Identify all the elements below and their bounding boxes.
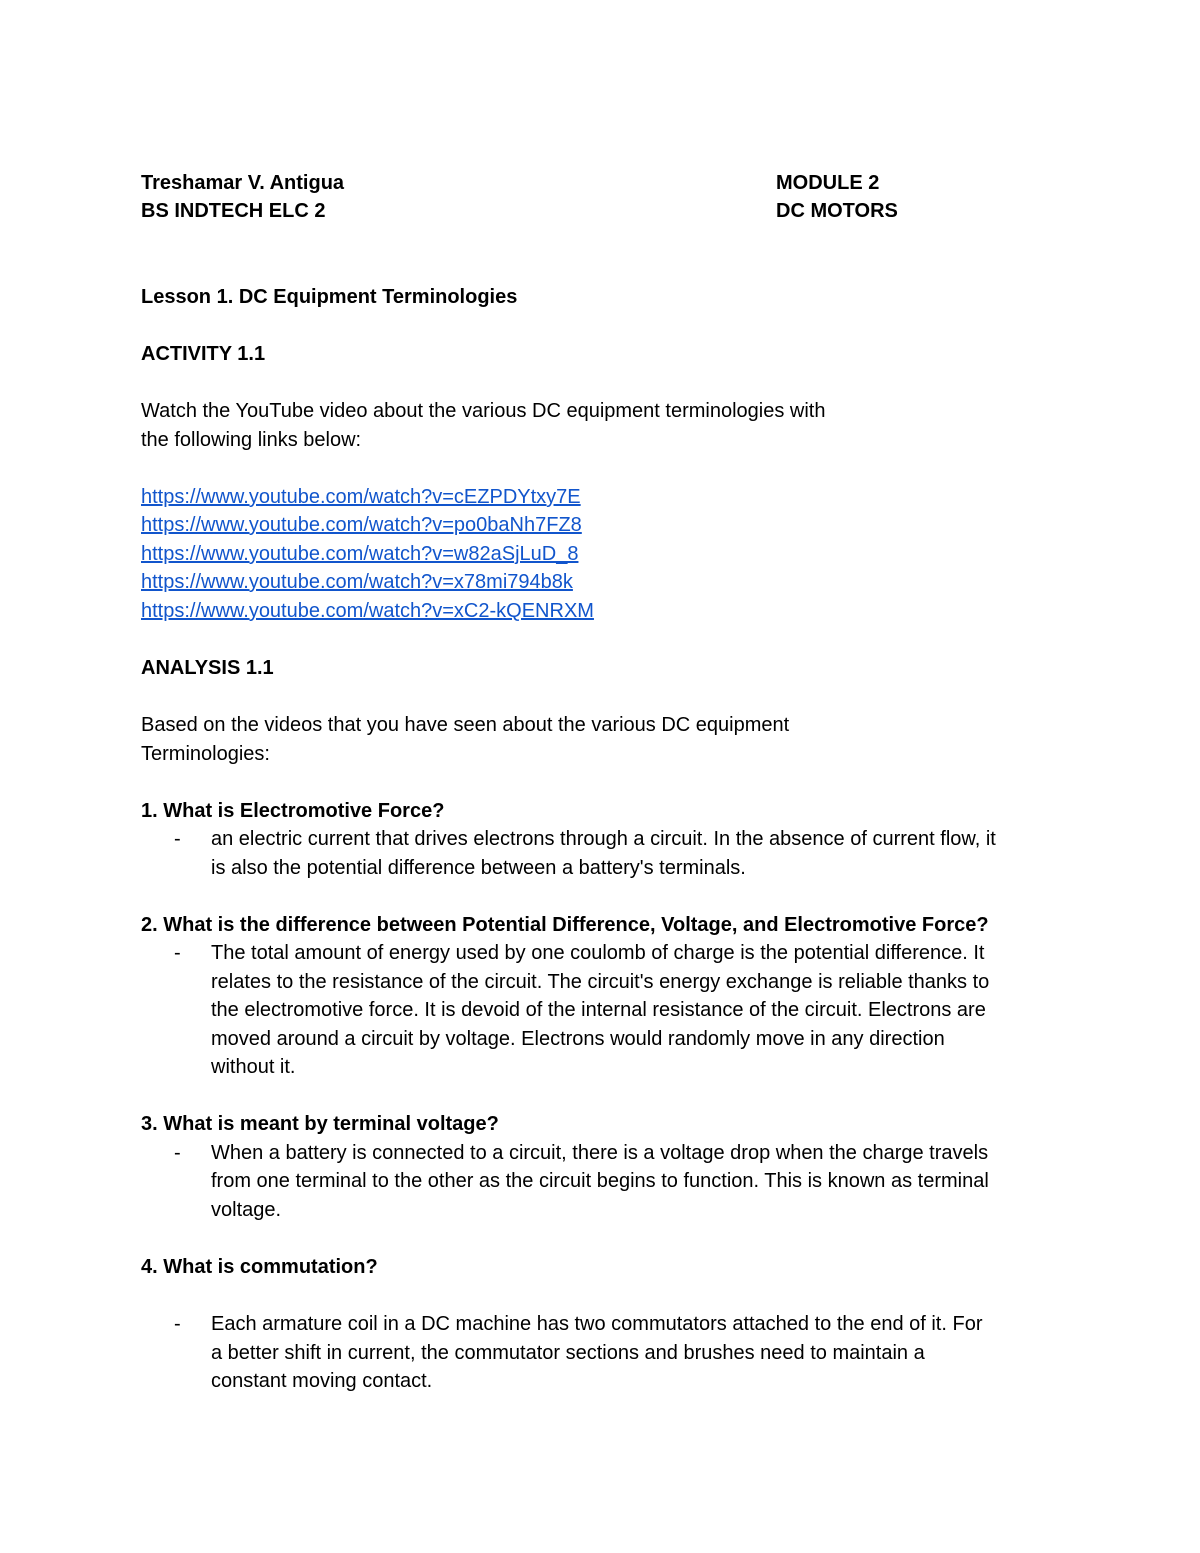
- answer-1-line-1: an electric current that drives electrons through a circuit. In the absence of current flow, it: [211, 828, 996, 850]
- activity-title: ACTIVITY 1.1: [141, 343, 266, 365]
- answer-3-bullet: -: [174, 1142, 181, 1164]
- question-3: 3. What is meant by terminal voltage?: [141, 1113, 499, 1135]
- student-course: BS INDTECH ELC 2: [141, 200, 326, 222]
- answer-1-bullet: -: [174, 828, 181, 850]
- answer-2-line-5: without it.: [211, 1056, 296, 1078]
- lesson-title: Lesson 1. DC Equipment Terminologies: [141, 286, 518, 308]
- module-topic: DC MOTORS: [776, 200, 898, 222]
- question-2: 2. What is the difference between Potential Difference, Voltage, and Electromotive Force?: [141, 914, 989, 936]
- answer-3-line-2: from one terminal to the other as the circuit begins to function. This is known as terminal: [211, 1170, 989, 1192]
- youtube-link-4[interactable]: https://www.youtube.com/watch?v=x78mi794b8k: [141, 571, 573, 593]
- answer-4-line-1: Each armature coil in a DC machine has two commutators attached to the end of it. For: [211, 1313, 983, 1335]
- activity-instruction-line-2: the following links below:: [141, 429, 362, 451]
- answer-1-line-2: is also the potential difference between a battery's terminals.: [211, 857, 746, 879]
- answer-2-line-1: The total amount of energy used by one coulomb of charge is the potential difference. It: [211, 942, 985, 964]
- analysis-title: ANALYSIS 1.1: [141, 657, 274, 679]
- analysis-intro-line-2: Terminologies:: [141, 743, 270, 765]
- analysis-intro-line-1: Based on the videos that you have seen about the various DC equipment: [141, 714, 790, 736]
- answer-4-bullet: -: [174, 1313, 181, 1335]
- answer-2-line-3: the electromotive force. It is devoid of the internal resistance of the circuit. Electrons are: [211, 999, 986, 1021]
- youtube-link-2[interactable]: https://www.youtube.com/watch?v=po0baNh7FZ8: [141, 514, 582, 536]
- youtube-link-1[interactable]: https://www.youtube.com/watch?v=cEZPDYtxy7E: [141, 486, 581, 508]
- answer-2-line-4: moved around a circuit by voltage. Electrons would randomly move in any direction: [211, 1028, 945, 1050]
- question-4: 4. What is commutation?: [141, 1256, 378, 1278]
- youtube-link-3[interactable]: https://www.youtube.com/watch?v=w82aSjLuD_8: [141, 543, 579, 565]
- answer-2-bullet: -: [174, 942, 181, 964]
- answer-3-line-3: voltage.: [211, 1199, 282, 1221]
- student-name: Treshamar V. Antigua: [141, 172, 345, 194]
- answer-4-line-3: constant moving contact.: [211, 1370, 433, 1392]
- youtube-link-5[interactable]: https://www.youtube.com/watch?v=xC2-kQENRXM: [141, 600, 594, 622]
- question-1: 1. What is Electromotive Force?: [141, 800, 445, 822]
- answer-2-line-2: relates to the resistance of the circuit. The circuit's energy exchange is reliable thanks to: [211, 971, 990, 993]
- module-label: MODULE 2: [776, 172, 880, 194]
- activity-instruction-line-1: Watch the YouTube video about the various DC equipment terminologies with: [141, 400, 826, 422]
- answer-3-line-1: When a battery is connected to a circuit, there is a voltage drop when the charge travels: [211, 1142, 989, 1164]
- answer-4-line-2: a better shift in current, the commutator sections and brushes need to maintain a: [211, 1342, 925, 1364]
